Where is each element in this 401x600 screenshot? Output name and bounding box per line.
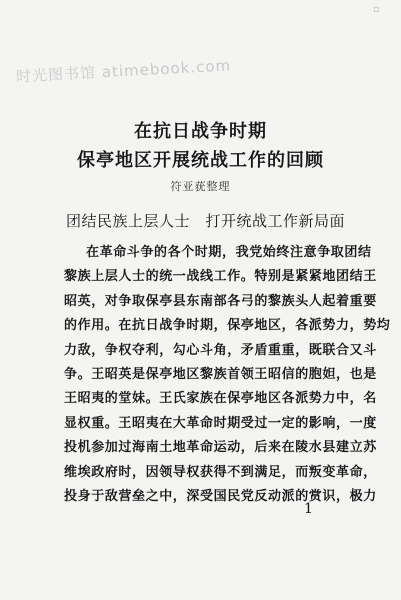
body-line: 在革命斗争的各个时期，我党始终注意争取团结 — [86, 245, 372, 260]
body-line: 投身于敌营垒之中，深受国民党反动派的赏识，极力 — [64, 488, 377, 504]
body-line: 昭英，对争取保亭县东南部各弓的黎族头人起着重要 — [64, 293, 377, 309]
page-number: 1 — [304, 501, 313, 517]
section-title: 团结民族上层人士 打开统战工作新局面 — [66, 212, 346, 230]
body-line: 显权重。王昭夷在大革命时期受过一定的影响，一度 — [64, 415, 377, 431]
body-line: 维埃政府时，因领导权获得不到满足，而叛变革命， — [64, 464, 377, 480]
body-line: 的作用。在抗日战争时期，保亭地区，各派势力，势均 — [64, 318, 391, 334]
body-line: 争。王昭英是保亭地区黎族首领王昭信的胞妲，也是 — [64, 366, 377, 382]
watermark: 时光图书馆 atimebook.com — [15, 56, 232, 86]
body-text — [64, 241, 391, 509]
title-line-1: 在抗日战争时期 — [134, 121, 267, 142]
title-line-2: 保亭地区开展统战工作的回顾 — [77, 150, 324, 171]
body-line: 王昭夷的堂妹。王氏家族在保亭地区各派势力中，名 — [64, 391, 377, 407]
editor-credit: 符亚莸整理 — [170, 180, 231, 193]
body-line: 力敌，争权夺利，勾心斗角，矛盾重重，既联合又斗 — [64, 342, 377, 358]
body-line: 黎族上层人士的统一战线工作。特别是紧紧地团结王 — [64, 269, 377, 285]
corner-mark-icon: ▫ — [373, 4, 380, 15]
body-line: 投机参加过海南土地革命运动，后来在陵水县建立苏 — [64, 440, 377, 456]
